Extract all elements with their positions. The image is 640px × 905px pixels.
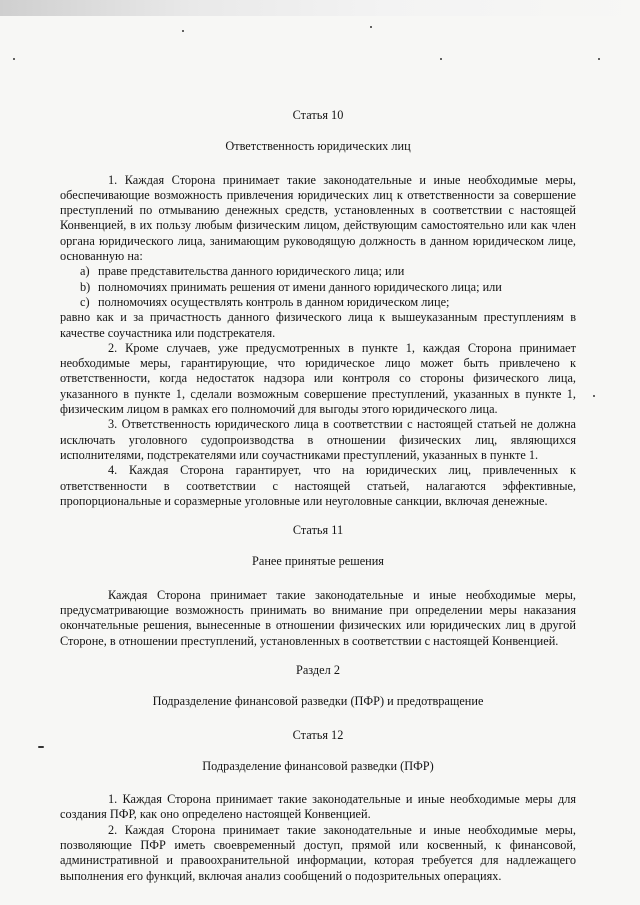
article-12-title: Подразделение финансовой разведки (ПФР): [202, 758, 434, 773]
scan-speck: [440, 58, 442, 60]
scan-speck: [13, 58, 15, 60]
article-12-heading: Статья 12: [292, 727, 344, 742]
section-2-heading: Раздел 2: [295, 662, 340, 677]
list-item: [80, 264, 576, 279]
section-2-title: Подразделение финансовой разведки (ПФР) и предотвращение: [152, 694, 484, 709]
list-marker: c): [80, 294, 90, 309]
article-11-title: Ранее принятые решения: [252, 554, 384, 569]
article-10-paragraph-3: 3. Ответственность юридического лица в соответствии с настоящей статьей не должна исключать уголовного судопроизводства в отношении физических лиц, являющихся исполнителями, подстрекателями или соучастниками преступлений, указанных в пункте 1.: [60, 417, 576, 462]
list-item: [80, 295, 576, 310]
list-marker: a): [80, 264, 90, 279]
scan-speck: [370, 26, 372, 28]
list-text: праве представительства данного юридического лица; или: [98, 264, 405, 279]
scan-speck: [38, 746, 44, 748]
scan-speck: [598, 58, 600, 60]
article-10-paragraph-1-continuation: равно как и за причастность данного физического лица к вышеуказанным преступлениям в качестве соучастника или подстрекателя.: [60, 310, 576, 340]
list-marker: b): [80, 279, 91, 294]
article-12-paragraph-2: 2. Каждая Сторона принимает такие законодательные и иные необходимые меры, позволяющие ПФР иметь своевременный доступ, прямой или косвенный, к финансовой, административной и правоохранительной информации, которая требуется для надлежащего выполнения его функций, включая анализ сообщений о подозрительных операциях.: [60, 822, 576, 883]
document-page: [60, 108, 576, 884]
list-text: полномочиях принимать решения от имени данного юридического лица; или: [98, 279, 502, 294]
list-text: полномочиях осуществлять контроль в данном юридическом лице;: [98, 294, 450, 309]
article-10-paragraph-1: 1. Каждая Сторона принимает такие законодательные и иные необходимые меры, обеспечивающие возможность привлечения юридических лиц к ответственности за совершение преступлений по отмыванию денежных средств, установленных в соответствии с настоящей Конвенцией, в их пользу любым физическим лицом, действующим самостоятельно или как член органа юридического лица, занимающим руководящую должность в данном юридическом лице, основанную на:: [60, 172, 576, 264]
scan-edge-shadow: [0, 0, 640, 16]
article-10-title: Ответственность юридических лиц: [225, 139, 411, 154]
article-10-paragraph-4: 4. Каждая Сторона гарантирует, что на юридических лиц, привлеченных к ответственности в соответствии с настоящей статьей, налагаются эффективные, пропорциональные и соразмерные уголовные или неуголовные санкции, включая денежные.: [60, 463, 576, 508]
scan-speck: [593, 395, 595, 397]
article-11-paragraph: Каждая Сторона принимает такие законодательные и иные необходимые меры, предусматривающие возможность принимать во внимание при определении меры наказания окончательные решения, вынесенные в отношении физических или юридических лиц в другой Стороне, в отношении преступлений, установленных в соответствии с настоящей Конвенцией.: [60, 587, 576, 648]
article-12-paragraph-1: 1. Каждая Сторона принимает такие законодательные и иные необходимые меры для создания ПФР, как оно определено настоящей Конвенцией.: [60, 792, 576, 822]
article-11-heading: Статья 11: [292, 523, 344, 538]
scan-speck: [182, 30, 184, 32]
article-10-heading: Статья 10: [292, 108, 344, 122]
list-item: [80, 280, 576, 295]
article-10-paragraph-2: 2. Кроме случаев, уже предусмотренных в пункте 1, каждая Сторона принимает необходимые меры, гарантирующие, что юридическое лицо может быть привлечено к ответственности, когда недостаток надзора или контроля со стороны физического лица, указанного в пункте 1, сделали возможным совершение преступлений, указанных в пункте 1, физическим лицом в рамках его полномочий для выгоды этого юридического лица.: [60, 340, 576, 417]
